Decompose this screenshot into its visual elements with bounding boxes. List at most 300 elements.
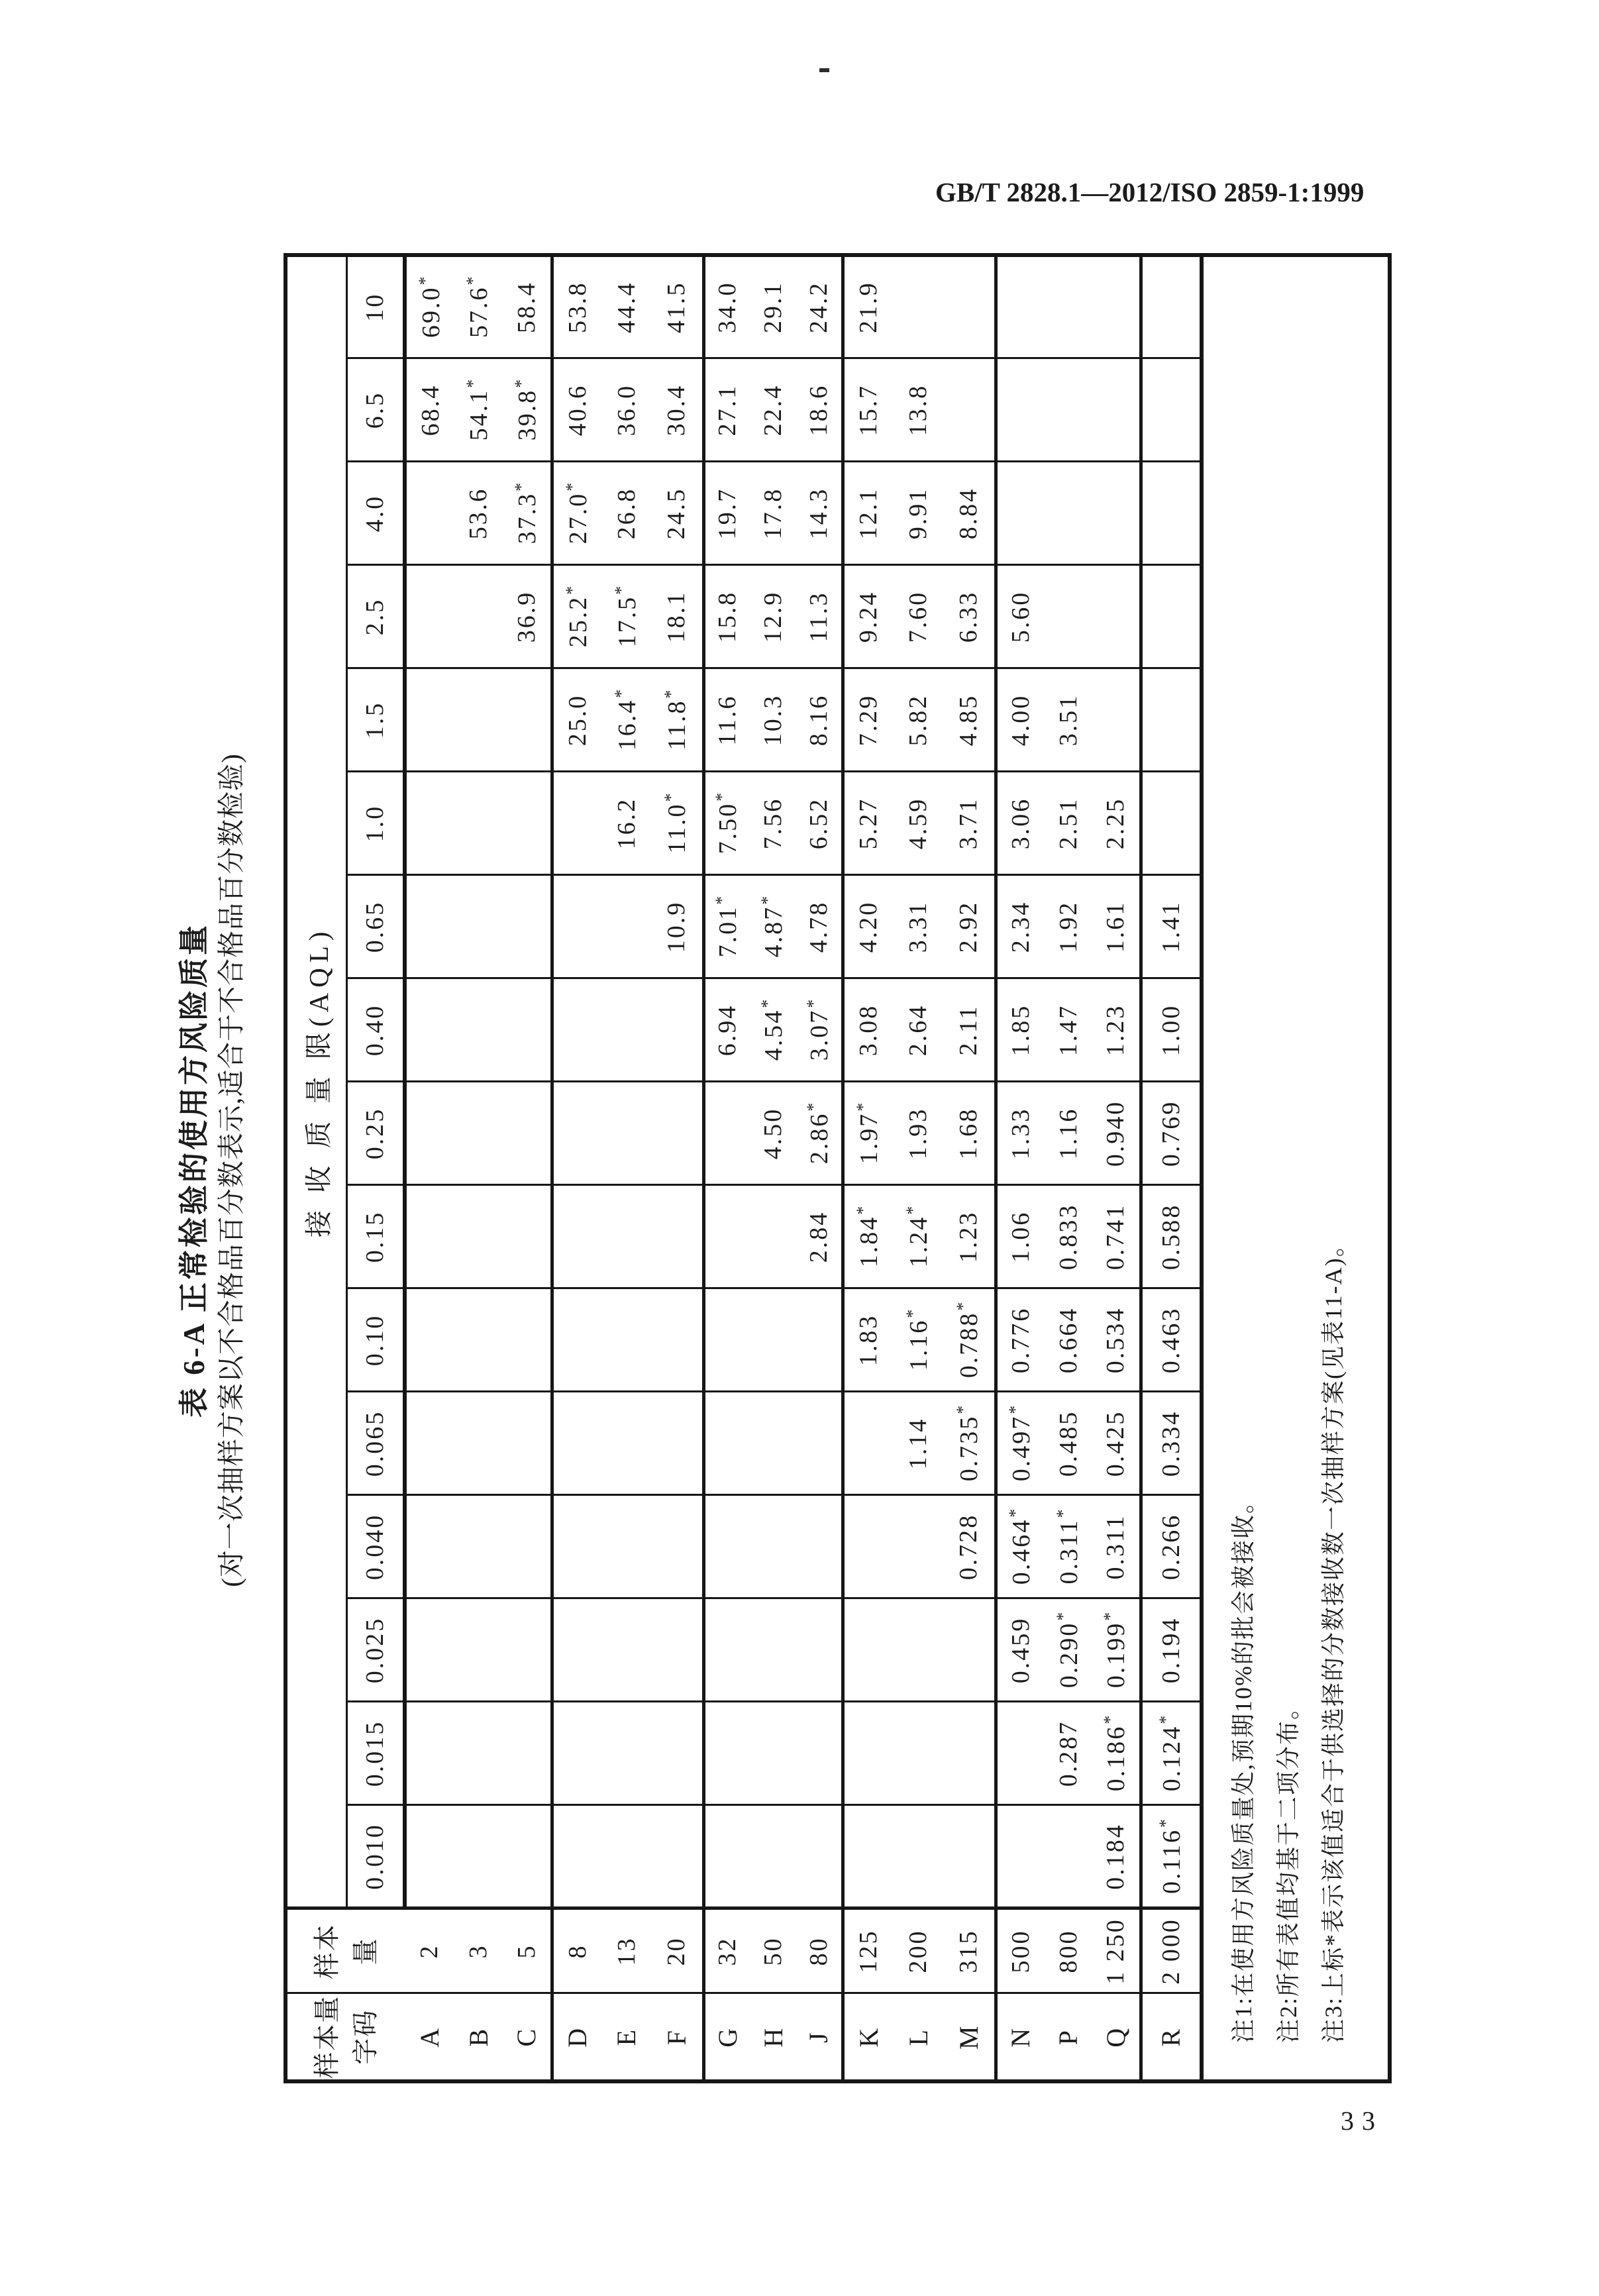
cr-quality-cell: [893, 1598, 943, 1702]
cr-quality-cell: 1.16: [1044, 1082, 1092, 1185]
cr-quality-cell: [843, 1392, 893, 1495]
cr-quality-cell: [651, 1288, 703, 1392]
cr-quality-cell: 7.01*: [703, 875, 750, 978]
sample-size-cell: 200: [893, 1908, 943, 1993]
table-row: [996, 255, 1044, 2081]
table-note: 注1:在使用方风险质量处,预期10%的批会被接收。: [1230, 1488, 1257, 2043]
cr-quality-cell: 0.728: [943, 1495, 996, 1598]
code-letter-cell: B: [454, 1993, 503, 2081]
cr-quality-cell: [601, 1805, 651, 1908]
cr-quality-cell: [552, 1702, 601, 1805]
sample-size-cell: 13: [601, 1908, 651, 1993]
cr-quality-cell: [796, 1392, 843, 1495]
cr-quality-cell: 0.776: [996, 1288, 1044, 1392]
cr-quality-cell: 4.78: [796, 875, 843, 978]
cr-quality-cell: [1141, 772, 1202, 875]
code-letter-header: 样本量 字码: [285, 1993, 405, 2081]
code-letter-cell: M: [943, 1993, 996, 2081]
cr-quality-cell: [996, 462, 1044, 565]
cr-quality-cell: 34.0: [703, 255, 750, 358]
aql-col-header: 0.40: [346, 978, 405, 1082]
table-row: [796, 255, 843, 2081]
cr-quality-cell: 1.97*: [843, 1082, 893, 1185]
cr-quality-cell: [405, 668, 454, 772]
code-letter-cell: N: [996, 1993, 1044, 2081]
cr-quality-cell: 3.71: [943, 772, 996, 875]
aql-col-header: 0.040: [346, 1495, 405, 1598]
table-row: [703, 255, 750, 2081]
cr-quality-cell: 16.4*: [601, 668, 651, 772]
cr-quality-cell: 13.8: [893, 358, 943, 462]
cr-quality-cell: [750, 1805, 796, 1908]
cr-quality-cell: [943, 1805, 996, 1908]
sample-size-cell: 8: [552, 1908, 601, 1993]
cr-quality-cell: 0.788*: [943, 1288, 996, 1392]
cr-quality-cell: 9.24: [843, 565, 893, 668]
cr-quality-cell: [405, 1702, 454, 1805]
table-row: [750, 255, 796, 2081]
cr-quality-cell: 17.8: [750, 462, 796, 565]
cr-quality-cell: 57.6*: [454, 255, 503, 358]
sample-size-header: 样本 量: [285, 1908, 405, 1993]
cr-quality-cell: [1092, 668, 1141, 772]
cr-quality-cell: 4.50: [750, 1082, 796, 1185]
cr-quality-cell: 0.311*: [1044, 1495, 1092, 1598]
cr-quality-cell: [601, 978, 651, 1082]
aql-col-header: 0.015: [346, 1702, 405, 1805]
cr-quality-cell: 41.5: [651, 255, 703, 358]
cr-quality-cell: [750, 1288, 796, 1392]
aql-header-row: [346, 255, 405, 2081]
notes-row: [1202, 255, 1390, 2081]
aql-col-header: 2.5: [346, 565, 405, 668]
cr-quality-cell: [1141, 668, 1202, 772]
cr-quality-cell: [996, 358, 1044, 462]
cr-quality-cell: 0.186*: [1092, 1702, 1141, 1805]
table-row: [454, 255, 503, 2081]
cr-quality-cell: [943, 1598, 996, 1702]
table-body: [405, 255, 1390, 2081]
code-letter-cell: A: [405, 1993, 454, 2081]
cr-quality-cell: [651, 1185, 703, 1288]
cr-quality-cell: [454, 565, 503, 668]
table-row: [601, 255, 651, 2081]
cr-quality-cell: 25.2*: [552, 565, 601, 668]
cr-quality-cell: 7.56: [750, 772, 796, 875]
cr-quality-cell: 7.29: [843, 668, 893, 772]
cr-quality-cell: [651, 1082, 703, 1185]
cr-quality-cell: [405, 1082, 454, 1185]
cr-quality-cell: 40.6: [552, 358, 601, 462]
cr-quality-cell: [405, 565, 454, 668]
sample-size-cell: 32: [703, 1908, 750, 1993]
cr-quality-cell: [1044, 1805, 1092, 1908]
cr-quality-cell: [996, 255, 1044, 358]
table-row: [843, 255, 893, 2081]
cr-quality-cell: 2.51: [1044, 772, 1092, 875]
cr-quality-cell: 5.82: [893, 668, 943, 772]
table-row: [651, 255, 703, 2081]
sample-size-cell: 2 000: [1141, 1908, 1202, 1993]
cr-quality-cell: [601, 1495, 651, 1598]
cr-quality-cell: [552, 1082, 601, 1185]
cr-quality-cell: 10.3: [750, 668, 796, 772]
aql-col-header: 0.065: [346, 1392, 405, 1495]
cr-quality-cell: 0.769: [1141, 1082, 1202, 1185]
cr-quality-cell: 37.3*: [503, 462, 552, 565]
cr-quality-cell: [651, 1495, 703, 1598]
table-row: [552, 255, 601, 2081]
table-6a-region: [178, 257, 1370, 2083]
cr-quality-cell: [703, 1495, 750, 1598]
cr-quality-cell: 0.664: [1044, 1288, 1092, 1392]
cr-quality-cell: 0.735*: [943, 1392, 996, 1495]
cr-quality-cell: 0.287: [1044, 1702, 1092, 1805]
cr-quality-cell: 3.06: [996, 772, 1044, 875]
code-letter-cell: P: [1044, 1993, 1092, 2081]
cr-quality-cell: [843, 1495, 893, 1598]
cr-quality-cell: [405, 462, 454, 565]
cr-quality-cell: 4.00: [996, 668, 1044, 772]
cr-quality-cell: 11.6: [703, 668, 750, 772]
cr-quality-cell: 0.497*: [996, 1392, 1044, 1495]
cr-quality-cell: [503, 772, 552, 875]
cr-quality-cell: [454, 1598, 503, 1702]
cr-quality-cell: 18.1: [651, 565, 703, 668]
cr-quality-cell: [503, 1288, 552, 1392]
code-letter-cell: K: [843, 1993, 893, 2081]
cr-quality-cell: 11.3: [796, 565, 843, 668]
cr-quality-cell: 0.534: [1092, 1288, 1141, 1392]
cr-quality-cell: [405, 978, 454, 1082]
table-row: [1044, 255, 1092, 2081]
table-row: [405, 255, 454, 2081]
cr-quality-cell: 2.84: [796, 1185, 843, 1288]
cr-quality-cell: [943, 255, 996, 358]
cr-quality-cell: 0.116*: [1141, 1805, 1202, 1908]
cr-quality-cell: [454, 772, 503, 875]
cr-quality-cell: 0.124*: [1141, 1702, 1202, 1805]
cr-quality-cell: [996, 1702, 1044, 1805]
cr-quality-cell: 2.92: [943, 875, 996, 978]
cr-quality-cell: 25.0: [552, 668, 601, 772]
cr-quality-cell: [552, 772, 601, 875]
cr-quality-cell: 1.83: [843, 1288, 893, 1392]
cr-quality-cell: [1044, 565, 1092, 668]
cr-quality-cell: [893, 1495, 943, 1598]
cr-quality-cell: [405, 1495, 454, 1598]
cr-quality-cell: 21.9: [843, 255, 893, 358]
sample-size-cell: 5: [503, 1908, 552, 1993]
cr-quality-cell: [405, 875, 454, 978]
cr-quality-cell: [750, 1598, 796, 1702]
cr-quality-cell: [601, 1392, 651, 1495]
cr-quality-cell: [703, 1288, 750, 1392]
cr-quality-cell: [405, 1185, 454, 1288]
cr-quality-cell: 26.8: [601, 462, 651, 565]
aql-col-header: 0.65: [346, 875, 405, 978]
cr-quality-cell: [1044, 462, 1092, 565]
cr-quality-cell: [552, 1392, 601, 1495]
cr-quality-cell: [1044, 255, 1092, 358]
cr-quality-cell: 29.1: [750, 255, 796, 358]
cr-quality-cell: 58.4: [503, 255, 552, 358]
cr-quality-cell: [796, 1288, 843, 1392]
cr-quality-cell: [405, 772, 454, 875]
cr-quality-cell: 12.9: [750, 565, 796, 668]
cr-quality-cell: [843, 1702, 893, 1805]
cr-quality-cell: 54.1*: [454, 358, 503, 462]
cr-quality-cell: [552, 875, 601, 978]
cr-quality-cell: 0.485: [1044, 1392, 1092, 1495]
cr-quality-cell: [454, 875, 503, 978]
code-letter-cell: F: [651, 1993, 703, 2081]
cr-quality-cell: 10.9: [651, 875, 703, 978]
cr-quality-cell: [454, 1082, 503, 1185]
cr-quality-cell: 1.61: [1092, 875, 1141, 978]
cr-quality-cell: [552, 1495, 601, 1598]
cr-quality-cell: [750, 1392, 796, 1495]
cr-quality-cell: [703, 1702, 750, 1805]
sample-size-cell: 20: [651, 1908, 703, 1993]
cr-quality-cell: [1044, 358, 1092, 462]
cr-quality-cell: 15.8: [703, 565, 750, 668]
sample-size-cell: 80: [796, 1908, 843, 1993]
cr-quality-cell: 1.00: [1141, 978, 1202, 1082]
code-letter-cell: E: [601, 1993, 651, 2081]
cr-quality-cell: 0.463: [1141, 1288, 1202, 1392]
cr-quality-cell: [552, 1598, 601, 1702]
sample-size-cell: 500: [996, 1908, 1044, 1993]
cr-quality-cell: [503, 1082, 552, 1185]
cr-quality-cell: [703, 1185, 750, 1288]
cr-quality-cell: [405, 1805, 454, 1908]
cr-quality-cell: 1.06: [996, 1185, 1044, 1288]
code-letter-cell: D: [552, 1993, 601, 2081]
cr-quality-cell: 5.60: [996, 565, 1044, 668]
cr-quality-cell: 3.31: [893, 875, 943, 978]
cr-quality-cell: 17.5*: [601, 565, 651, 668]
cr-quality-cell: [405, 1598, 454, 1702]
cr-quality-cell: 3.51: [1044, 668, 1092, 772]
cr-quality-cell: 7.50*: [703, 772, 750, 875]
table-row: [943, 255, 996, 2081]
rotated-table-wrapper: [178, 257, 1370, 2083]
sample-size-cell: 2: [405, 1908, 454, 1993]
cr-quality-cell: 8.84: [943, 462, 996, 565]
aql-col-header: 1.5: [346, 668, 405, 772]
cr-quality-cell: 14.3: [796, 462, 843, 565]
cr-quality-cell: [996, 1805, 1044, 1908]
cr-quality-cell: [651, 1392, 703, 1495]
cr-quality-cell: 1.14: [893, 1392, 943, 1495]
aql-col-header: 4.0: [346, 462, 405, 565]
cr-quality-cell: 1.68: [943, 1082, 996, 1185]
cr-quality-cell: 2.11: [943, 978, 996, 1082]
cr-quality-cell: [651, 978, 703, 1082]
cr-quality-cell: 1.23: [1092, 978, 1141, 1082]
cr-quality-cell: 6.52: [796, 772, 843, 875]
code-letter-cell: G: [703, 1993, 750, 2081]
cr-quality-cell: 15.7: [843, 358, 893, 462]
cr-quality-cell: 0.194: [1141, 1598, 1202, 1702]
cr-quality-cell: [943, 358, 996, 462]
cr-quality-cell: 39.8*: [503, 358, 552, 462]
cr-quality-cell: [454, 1702, 503, 1805]
table-subtitle: (对一次抽样方案以不合格品百分数表示,适合于不合格品百分数检验): [216, 753, 246, 1587]
sample-size-cell: 1 250: [1092, 1908, 1141, 1993]
cr-quality-cell: [552, 978, 601, 1082]
cr-quality-cell: [601, 1082, 651, 1185]
sample-size-cell: 800: [1044, 1908, 1092, 1993]
cr-quality-cell: 0.741: [1092, 1185, 1141, 1288]
cr-quality-cell: [651, 1598, 703, 1702]
cr-quality-cell: [750, 1495, 796, 1598]
cr-quality-cell: 30.4: [651, 358, 703, 462]
aql-col-header: 1.0: [346, 772, 405, 875]
cr-quality-cell: [503, 1598, 552, 1702]
cr-quality-cell: [454, 1288, 503, 1392]
cr-quality-cell: 1.84*: [843, 1185, 893, 1288]
code-letter-cell: C: [503, 1993, 552, 2081]
cr-quality-cell: [503, 875, 552, 978]
cr-quality-cell: 7.60: [893, 565, 943, 668]
cr-quality-cell: 1.93: [893, 1082, 943, 1185]
cr-quality-cell: 1.16*: [893, 1288, 943, 1392]
cr-quality-cell: [893, 1702, 943, 1805]
sample-size-cell: 315: [943, 1908, 996, 1993]
cr-quality-cell: 6.33: [943, 565, 996, 668]
cr-quality-cell: [943, 1702, 996, 1805]
cr-quality-cell: 0.464*: [996, 1495, 1044, 1598]
code-letter-cell: J: [796, 1993, 843, 2081]
cr-quality-cell: 0.290*: [1044, 1598, 1092, 1702]
sample-size-cell: 3: [454, 1908, 503, 1993]
cr-quality-cell: 4.87*: [750, 875, 796, 978]
cr-quality-cell: 18.6: [796, 358, 843, 462]
cr-quality-cell: 1.23: [943, 1185, 996, 1288]
cr-quality-cell: [552, 1185, 601, 1288]
cr-quality-cell: [750, 1702, 796, 1805]
cr-quality-cell: 9.91: [893, 462, 943, 565]
cr-quality-cell: [893, 1805, 943, 1908]
cr-quality-cell: 2.25: [1092, 772, 1141, 875]
cr-quality-cell: 1.24*: [893, 1185, 943, 1288]
cr-quality-cell: [503, 1495, 552, 1598]
cr-quality-cell: [796, 1495, 843, 1598]
cr-quality-cell: [601, 1185, 651, 1288]
sample-size-cell: 125: [843, 1908, 893, 1993]
cr-quality-cell: 1.47: [1044, 978, 1092, 1082]
aql-banner-header: 接 收 质 量 限(AQL): [285, 255, 346, 1908]
cr-quality-cell: [893, 255, 943, 358]
header-row-banner: [285, 255, 346, 2081]
cr-quality-cell: [503, 1805, 552, 1908]
cr-quality-cell: [750, 1185, 796, 1288]
sample-size-cell: 50: [750, 1908, 796, 1993]
cr-quality-cell: 2.64: [893, 978, 943, 1082]
cr-quality-cell: 4.20: [843, 875, 893, 978]
cr-quality-cell: [1141, 358, 1202, 462]
cr-quality-cell: [454, 1392, 503, 1495]
code-letter-cell: Q: [1092, 1993, 1141, 2081]
cr-quality-cell: 0.425: [1092, 1392, 1141, 1495]
standard-number-header: GB/T 2828.1—2012/ISO 2859-1:1999: [935, 177, 1365, 207]
cr-quality-cell: 4.59: [893, 772, 943, 875]
aql-col-header: 6.5: [346, 358, 405, 462]
cr-quality-cell: [796, 1702, 843, 1805]
code-letter-cell: R: [1141, 1993, 1202, 2081]
table-6a: [284, 253, 1392, 2083]
cr-quality-cell: 24.5: [651, 462, 703, 565]
cr-quality-cell: 36.9: [503, 565, 552, 668]
cr-quality-cell: 0.833: [1044, 1185, 1092, 1288]
cr-quality-cell: [703, 1805, 750, 1908]
cr-quality-cell: [796, 1598, 843, 1702]
cr-quality-cell: 0.940: [1092, 1082, 1141, 1185]
cr-quality-cell: 6.94: [703, 978, 750, 1082]
cr-quality-cell: 0.459: [996, 1598, 1044, 1702]
cr-quality-cell: 1.92: [1044, 875, 1092, 978]
code-letter-cell: H: [750, 1993, 796, 2081]
cr-quality-cell: [552, 1805, 601, 1908]
cr-quality-cell: 16.2: [601, 772, 651, 875]
cr-quality-cell: 4.54*: [750, 978, 796, 1082]
table-row: [503, 255, 552, 2081]
cr-quality-cell: 44.4: [601, 255, 651, 358]
aql-col-header: 0.010: [346, 1805, 405, 1908]
page-number: 33: [1341, 2106, 1383, 2136]
cr-quality-cell: [1141, 565, 1202, 668]
cr-quality-cell: 53.8: [552, 255, 601, 358]
cr-quality-cell: 0.311: [1092, 1495, 1141, 1598]
cr-quality-cell: [405, 1288, 454, 1392]
cr-quality-cell: [503, 668, 552, 772]
table-row: [893, 255, 943, 2081]
cr-quality-cell: 68.4: [405, 358, 454, 462]
cr-quality-cell: 1.85: [996, 978, 1044, 1082]
cr-quality-cell: [503, 1185, 552, 1288]
cr-quality-cell: [843, 1805, 893, 1908]
cr-quality-cell: 0.334: [1141, 1392, 1202, 1495]
cr-quality-cell: [796, 1805, 843, 1908]
cr-quality-cell: 0.184: [1092, 1805, 1141, 1908]
cr-quality-cell: [503, 978, 552, 1082]
aql-col-header: 0.25: [346, 1082, 405, 1185]
cr-quality-cell: 4.85: [943, 668, 996, 772]
cr-quality-cell: [843, 1598, 893, 1702]
cr-quality-cell: [552, 1288, 601, 1392]
aql-col-header: 10: [346, 255, 405, 358]
cr-quality-cell: 0.588: [1141, 1185, 1202, 1288]
cr-quality-cell: [601, 875, 651, 978]
cr-quality-cell: [601, 1598, 651, 1702]
aql-col-header: 0.10: [346, 1288, 405, 1392]
cr-quality-cell: 24.2: [796, 255, 843, 358]
cr-quality-cell: 1.41: [1141, 875, 1202, 978]
cr-quality-cell: [1092, 565, 1141, 668]
cr-quality-cell: [454, 668, 503, 772]
cr-quality-cell: [601, 1288, 651, 1392]
cr-quality-cell: 12.1: [843, 462, 893, 565]
table-row: [1092, 255, 1141, 2081]
cr-quality-cell: 19.7: [703, 462, 750, 565]
cr-quality-cell: [1141, 255, 1202, 358]
cr-quality-cell: [454, 978, 503, 1082]
cr-quality-cell: [703, 1082, 750, 1185]
cr-quality-cell: 3.07*: [796, 978, 843, 1082]
cr-quality-cell: 2.86*: [796, 1082, 843, 1185]
